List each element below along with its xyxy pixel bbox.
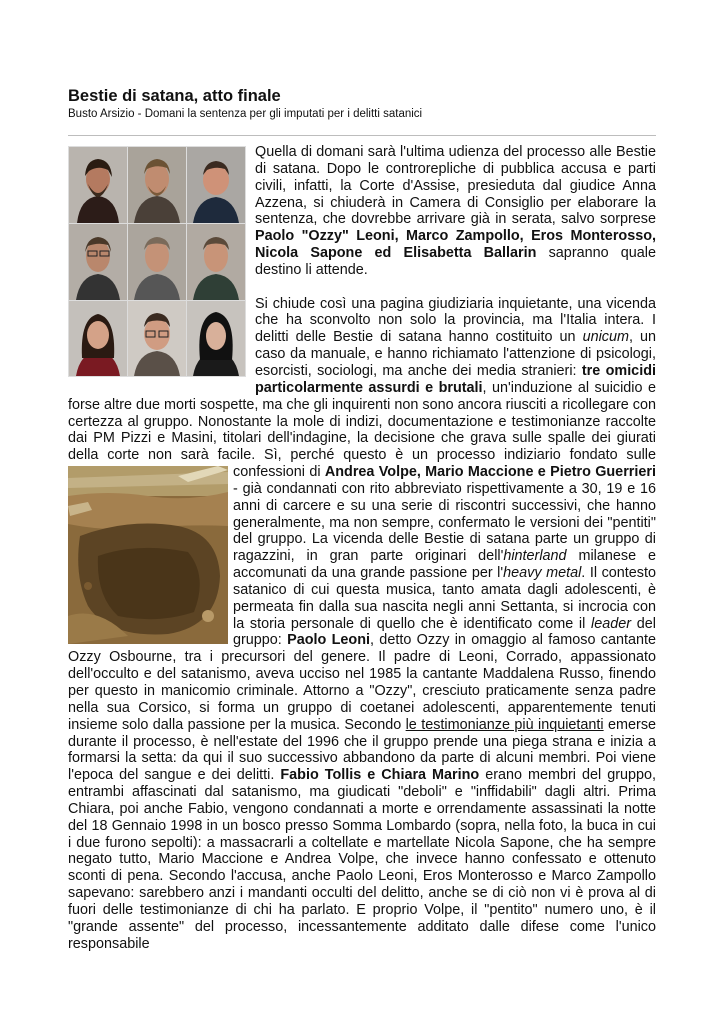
article-body (68, 144, 656, 953)
title-divider (68, 135, 656, 136)
pit-photo (68, 466, 228, 644)
paragraph-2: Si chiude così una pagina giudiziaria inquietante, una vicenda che ha sconvolto non solo la provincia, ma l'Italia intera. I delitti delle Bestie di satana hanno costituito un unicum, un caso da manuale, e hanno richiamato l'attenzione di psicologi, esorcisti, sociologi, ma anche dei media stranieri: tre omicidi particolarmente assurdi e brutali, un'induzione al suicidio e forse altre due morti sospette, ma che gli inquirenti non sono ancora riusciti a ricollegare con certezza al gruppo. Nonostante la mole di indizi, documentazione e testimonianze raccolte dai PM Pizzi e Masini, titolari dell'indagine, la decisione che grava sulle spalle dei giurati della corte non sarà facile. Sì, perché questo è un processo indiziario fondato sulle confessioni di Andrea Volpe, Mario Maccione e Pietro Guerrieri - già condannati con rito abbreviato rispettivamente a 30, 19 e 16 anni di carcere e su una serie di riscontri successivi, che hanno generalmente, ma non sempre, confermato le versioni dei "pentiti" del gruppo. La vicenda delle Bestie di satana parte un gruppo di ragazzini, in gran parte originari dell'hinterland milanese e accomunati da una grande passione per l'heavy metal. Il contesto satanico di cui questa musica, tanto amata dagli adolescenti, è permeata fin dalla sua nascita negli anni Settanta, si incrocia con la storia personale di quello che è identificato come il leader del gruppo: Paolo Leoni, detto Ozzy in omaggio al famoso cantante Ozzy Osbourne, tra i precursori del genere. Il padre di Leoni, Corrado, appassionato dell'occulto e del satanismo, aveva ucciso nel 1985 la cantante Maddalena Russo, finendo per questo in manicomio criminale. Attorno a "Ozzy", cresciuto praticamente senza padre nella sua Corsico, si forma un gruppo di coetanei adolescenti, apparentemente tenuti insieme solo dalla passione per la musica. Secondo le testimonianze più inquietanti emerse durante il processo, è nell'estate del 1996 che il gruppo prende una piega strana e inizia a formarsi la setta: da qui il suo successivo abbandono da parte di alcuni membri. Poi viene l'epoca del sangue e dei delitti. Fabio Tollis e Chiara Marino erano membri del gruppo, entrambi affascinati dal satanismo, ma giudicati "deboli" e "inffidabili" dagli altri. Prima Chiara, poi anche Fabio, vengono condannati a morte e orrendamente assassinati la notte del 18 Gennaio 1998 in un bosco presso Somma Lombardo (sopra, nella foto, la buca in cui i due furono sepolti): a massacrarli a coltellate e martellate Nicola Sapone, che ha sempre negato tutto, Mario Maccione e Andrea Volpe, che invece hanno confessato e ottenuto sconti di pena. Secondo l'accusa, anche Paolo Leoni, Eros Monterosso e Marco Zampollo sapevano: sarebbero anzi i mandanti occulti del delitto, anche se di ciò non vi è prova al di fuori delle testimonianze di chi ha parlato. E proprio Volpe, il "pentito" numero uno, è il "grande assente" del processo, incessantemente additato dalle difese come l'unico responsabile (68, 295, 657, 952)
article (68, 86, 656, 953)
mugshots-photo (68, 146, 246, 377)
defendants-names: Paolo "Ozzy" Leoni, Marco Zampollo, Eros Monterosso, Nicola Sapone ed Elisabetta Ballarin (255, 228, 656, 262)
article-title: Bestie di satana, atto finale (68, 87, 281, 105)
paragraph-1: Quella di domani sarà l'ultima udienza del processo alle Bestie di satana. Dopo le controrepliche di pubblica accusa e parti civili, infatti, la Corte d'Assise, presieduta dal giudice Anna Azzena, si chiuderà in Camera di Consiglio per elaborare la sentenza, che dovrebbe arrivare già in serata, salvo sorprese Paolo "Ozzy" Leoni, Marco Zampollo, Eros Monterosso, Nicola Sapone ed Elisabetta Ballarin sapranno quale destino li attende. (68, 144, 656, 279)
testimonies-link[interactable]: le testimonianze più inquietanti (405, 716, 604, 733)
article-subtitle: Busto Arsizio - Domani la sentenza per gli imputati per i delitti satanici (68, 108, 423, 120)
